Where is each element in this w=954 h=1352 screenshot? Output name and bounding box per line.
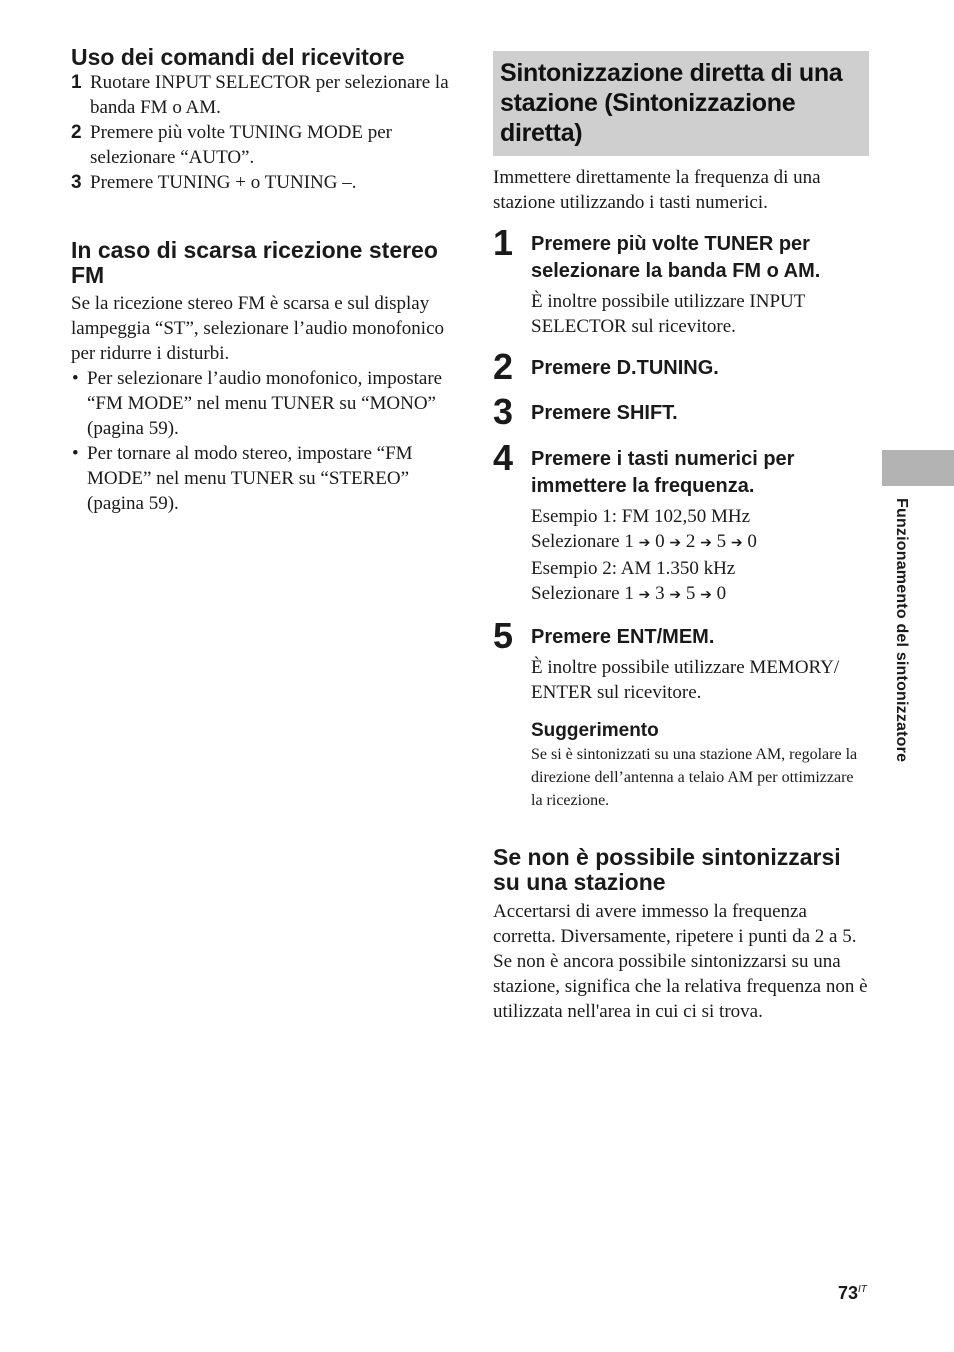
arrow-right-icon: ➔ (638, 588, 651, 603)
step-heading: Premere D.TUNING. (531, 357, 719, 379)
digit: 1 (624, 531, 634, 552)
select-label: Selezionare (531, 531, 620, 552)
step-body: È inoltre possibile utilizzare MEMORY/ ENTER sul ricevitore. (531, 657, 840, 703)
page-number (838, 1283, 867, 1304)
digit: 5 (685, 583, 696, 604)
bullet-text: Per selezionare l’audio monofonico, impostare “FM MODE” nel menu TUNER su “MONO” (pagina 59). (87, 368, 443, 439)
step-4 (493, 437, 869, 608)
step-number: 4 (493, 437, 514, 478)
section-title-receiver-controls: Uso dei comandi del ricevitore (71, 44, 405, 70)
step-heading: Premere i tasti numerici per immettere la frequenza. (531, 448, 795, 497)
step-text: Premere più volte TUNING MODE per selezionare “AUTO”. (90, 122, 392, 168)
left-column (71, 45, 451, 516)
chapter-tab (882, 450, 954, 486)
step-text: Premere TUNING + o TUNING –. (90, 172, 357, 193)
direct-tuning-intro: Immettere direttamente la frequenza di una stazione utilizzando i tasti numerici. (493, 167, 821, 213)
digit: 3 (655, 583, 665, 604)
example-1-label: Esempio 1: FM 102,50 MHz (531, 506, 751, 527)
digit: 2 (685, 531, 696, 552)
step-number: 3 (493, 391, 514, 432)
list-item (71, 366, 451, 441)
bullet-text: Per tornare al modo stereo, impostare “FM MODE” nel menu TUNER su “STEREO” (pagina 59). (87, 443, 413, 514)
digit: 5 (716, 531, 727, 552)
digit: 0 (716, 583, 727, 604)
example-2-sequence (531, 581, 869, 608)
step-body: È inoltre possibile utilizzare INPUT SELECTOR sul ricevitore. (531, 291, 806, 337)
digit: 0 (747, 531, 757, 552)
list-item (71, 70, 451, 120)
step-1 (493, 222, 869, 339)
step-number: 3 (71, 172, 82, 193)
step-number: 1 (71, 72, 82, 93)
step-number: 2 (493, 346, 514, 387)
step-2 (493, 346, 869, 387)
arrow-right-icon: ➔ (669, 536, 682, 551)
right-column (493, 51, 869, 1024)
step-5 (493, 615, 869, 812)
list-item (71, 120, 451, 170)
page-language-suffix: IT (858, 1284, 867, 1295)
fm-reception-bullets (71, 366, 451, 516)
arrow-right-icon: ➔ (669, 588, 682, 603)
arrow-right-icon: ➔ (700, 536, 712, 551)
step-number: 2 (71, 122, 82, 143)
example-2-label: Esempio 2: AM 1.350 kHz (531, 558, 736, 579)
tip-heading: Suggerimento (531, 720, 659, 741)
step-number: 1 (493, 222, 514, 263)
arrow-right-icon: ➔ (700, 588, 712, 603)
section-title-fm-reception: In caso di scarsa ricezione stereo FM (71, 237, 438, 288)
step-heading: Premere ENT/MEM. (531, 626, 715, 648)
tip-body: Se si è sintonizzati su una stazione AM, regolare la direzione dell’antenna a telaio AM per ottimizzare la ricezione. (531, 746, 858, 809)
step-heading: Premere SHIFT. (531, 402, 678, 424)
receiver-steps-list (71, 70, 451, 195)
arrow-right-icon: ➔ (730, 536, 743, 551)
list-item (71, 441, 451, 516)
arrow-right-icon: ➔ (638, 536, 651, 551)
fm-reception-intro: Se la ricezione stereo FM è scarsa e sul display lampeggia “ST”, selezionare l’audio monofonico per ridurre i disturbi. (71, 293, 445, 364)
page-number-value: 73 (838, 1283, 859, 1303)
example-1-sequence (531, 529, 869, 556)
step-3 (493, 391, 869, 432)
step-text: Ruotare INPUT SELECTOR per selezionare la banda FM o AM. (90, 72, 449, 118)
select-label: Selezionare (531, 583, 620, 604)
bullet-icon: • (72, 368, 79, 389)
step-heading: Premere più volte TUNER per selezionare la banda FM o AM. (531, 233, 821, 282)
chapter-side-label: Funzionamento del sintonizzatore (893, 498, 910, 763)
list-item (71, 170, 451, 195)
cannot-tune-body: Accertarsi di avere immesso la frequenza corretta. Diversamente, ripetere i punti da 2 a 5. Se non è ancora possibile sintonizzarsi su una stazione, significa che la relativa frequenza non è utilizzata nell'area in cui ci si trova. (493, 901, 868, 1022)
digit: 1 (624, 583, 634, 604)
section-banner-direct-tuning: Sintonizzazione diretta di una stazione (Sintonizzazione diretta) (493, 51, 869, 156)
section-title-cannot-tune: Se non è possibile sintonizzarsi su una stazione (493, 844, 841, 895)
digit: 0 (655, 531, 665, 552)
bullet-icon: • (72, 443, 79, 464)
step-number: 5 (493, 615, 514, 656)
